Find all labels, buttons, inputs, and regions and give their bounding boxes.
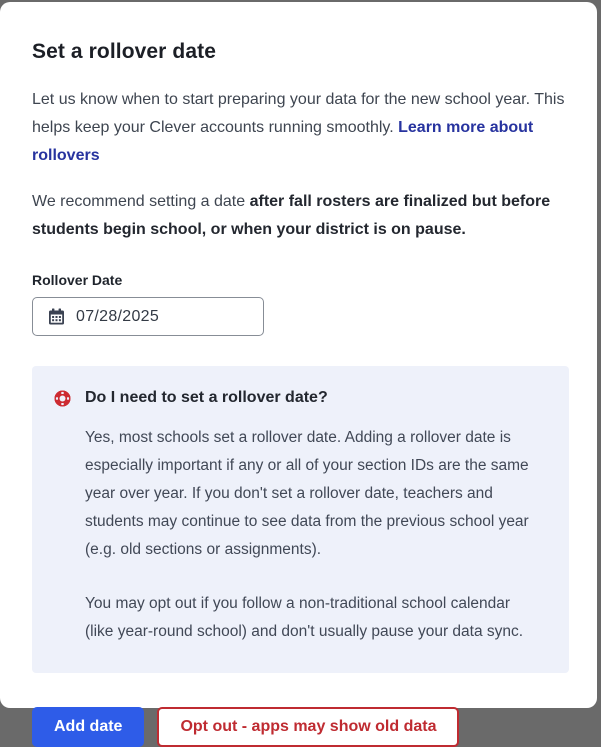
- rollover-date-modal: [0, 2, 597, 735]
- page-title: Set a rollover date: [32, 40, 216, 63]
- intro-text-body: Let us know when to start preparing your data for the new school year. This helps keep your Clever accounts running smoothly.: [32, 91, 565, 136]
- rollover-date-value: 07/28/2025: [76, 307, 160, 325]
- add-date-button[interactable]: Add date: [32, 707, 144, 747]
- recommendation-bold: after fall rosters are finalized but before students begin school, or when your district is on pause.: [32, 193, 551, 238]
- recommendation-text: [32, 188, 569, 244]
- info-panel-paragraph-2: You may opt out if you follow a non-traditional school calendar (like year-round school) and don't usually pause your data sync.: [85, 595, 524, 640]
- recommendation-normal: We recommend setting a date: [32, 193, 250, 210]
- modal-actions: [32, 707, 569, 747]
- opt-out-button[interactable]: Opt out - apps may show old data: [157, 707, 459, 747]
- lifebuoy-icon: [54, 390, 71, 407]
- learn-more-rollovers-link[interactable]: Learn more about rollovers: [32, 119, 534, 164]
- intro-text: [32, 86, 569, 170]
- rollover-date-input[interactable]: [32, 297, 264, 336]
- info-panel-heading: Do I need to set a rollover date?: [85, 389, 328, 406]
- calendar-icon: [48, 308, 65, 325]
- rollover-date-label: Rollover Date: [32, 272, 123, 288]
- info-panel: [32, 366, 569, 673]
- info-panel-paragraph-1: Yes, most schools set a rollover date. Adding a rollover date is especially important if any or all of your section IDs are the same year over year. If you don't set a rollover date, teachers and students may continue to see data from the previous school year (e.g. old sections or assignments).: [85, 429, 529, 558]
- info-panel-header: [54, 389, 545, 407]
